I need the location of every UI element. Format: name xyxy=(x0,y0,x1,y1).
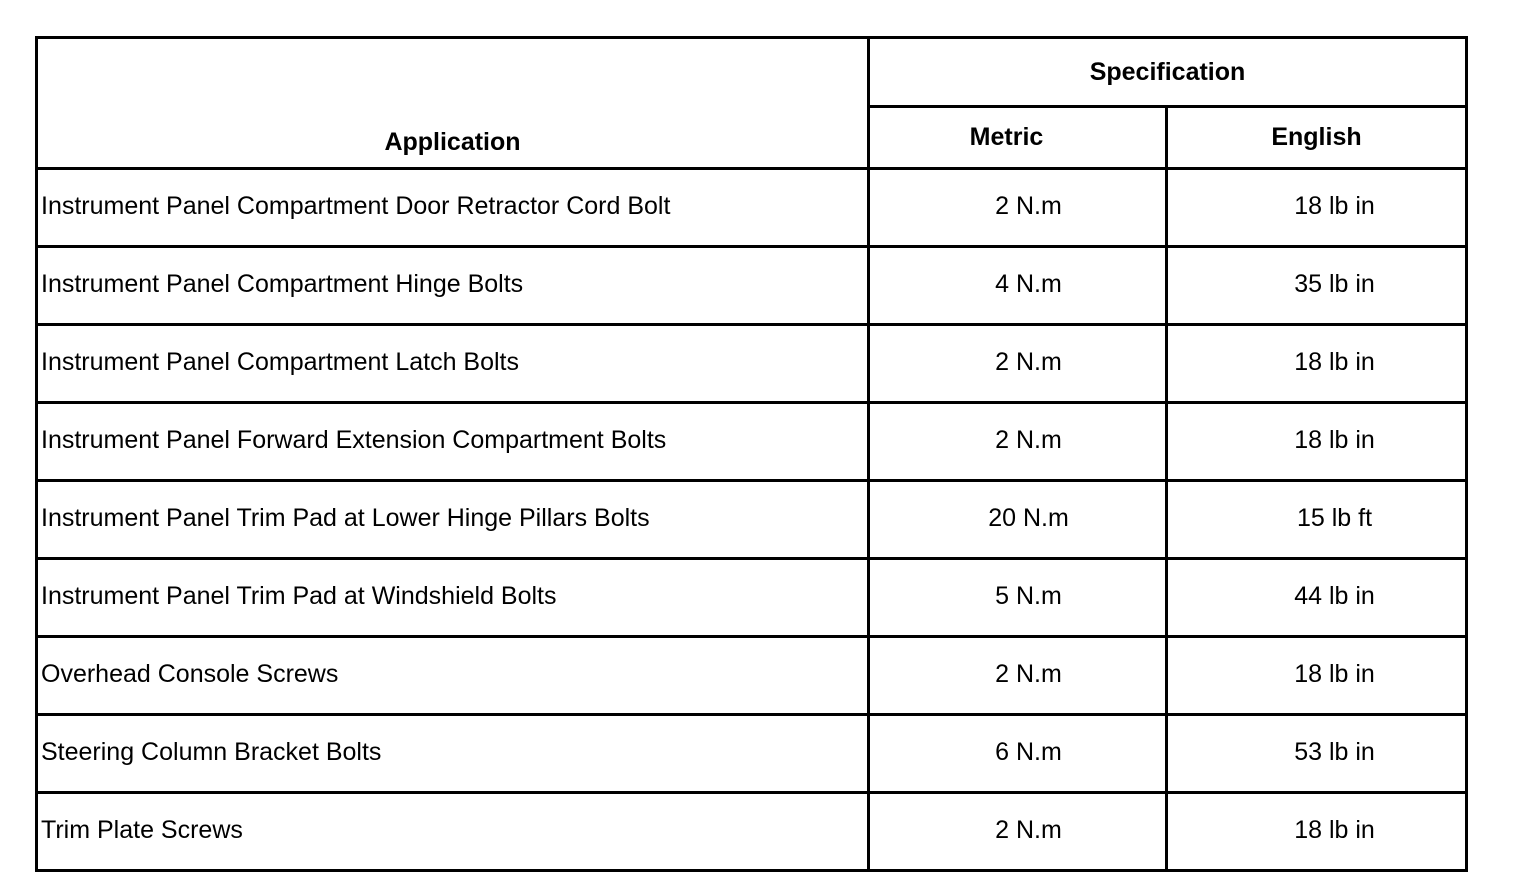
specification-header: Specification xyxy=(869,38,1467,107)
english-cell: 18 lb in xyxy=(1167,793,1467,871)
metric-header: Metric xyxy=(869,107,1167,169)
application-cell: Instrument Panel Trim Pad at Windshield Bolts xyxy=(37,559,869,637)
specification-table xyxy=(35,36,1468,872)
english-cell: 18 lb in xyxy=(1167,169,1467,247)
english-cell: 18 lb in xyxy=(1167,325,1467,403)
table-row xyxy=(37,637,1467,715)
application-cell: Trim Plate Screws xyxy=(37,793,869,871)
metric-cell: 2 N.m xyxy=(869,637,1167,715)
english-cell: 15 lb ft xyxy=(1167,481,1467,559)
table-row xyxy=(37,325,1467,403)
metric-cell: 20 N.m xyxy=(869,481,1167,559)
application-cell: Instrument Panel Compartment Latch Bolts xyxy=(37,325,869,403)
english-cell: 35 lb in xyxy=(1167,247,1467,325)
metric-cell: 2 N.m xyxy=(869,403,1167,481)
english-header: English xyxy=(1167,107,1467,169)
metric-cell: 2 N.m xyxy=(869,793,1167,871)
metric-cell: 6 N.m xyxy=(869,715,1167,793)
metric-cell: 5 N.m xyxy=(869,559,1167,637)
application-cell: Instrument Panel Forward Extension Compartment Bolts xyxy=(37,403,869,481)
metric-cell: 2 N.m xyxy=(869,325,1167,403)
metric-cell: 2 N.m xyxy=(869,169,1167,247)
header-row-top xyxy=(37,38,1467,107)
table-row xyxy=(37,169,1467,247)
english-cell: 53 lb in xyxy=(1167,715,1467,793)
application-cell: Instrument Panel Compartment Hinge Bolts xyxy=(37,247,869,325)
english-cell: 18 lb in xyxy=(1167,403,1467,481)
table-row xyxy=(37,793,1467,871)
table-row xyxy=(37,403,1467,481)
table-row xyxy=(37,715,1467,793)
application-header: Application xyxy=(37,38,869,169)
table-body xyxy=(37,169,1467,871)
table-header xyxy=(37,38,1467,169)
english-cell: 18 lb in xyxy=(1167,637,1467,715)
table-row xyxy=(37,559,1467,637)
english-cell: 44 lb in xyxy=(1167,559,1467,637)
application-cell: Instrument Panel Trim Pad at Lower Hinge Pillars Bolts xyxy=(37,481,869,559)
metric-cell: 4 N.m xyxy=(869,247,1167,325)
application-cell: Overhead Console Screws xyxy=(37,637,869,715)
table-row xyxy=(37,481,1467,559)
application-cell: Steering Column Bracket Bolts xyxy=(37,715,869,793)
table-row xyxy=(37,247,1467,325)
application-cell: Instrument Panel Compartment Door Retractor Cord Bolt xyxy=(37,169,869,247)
